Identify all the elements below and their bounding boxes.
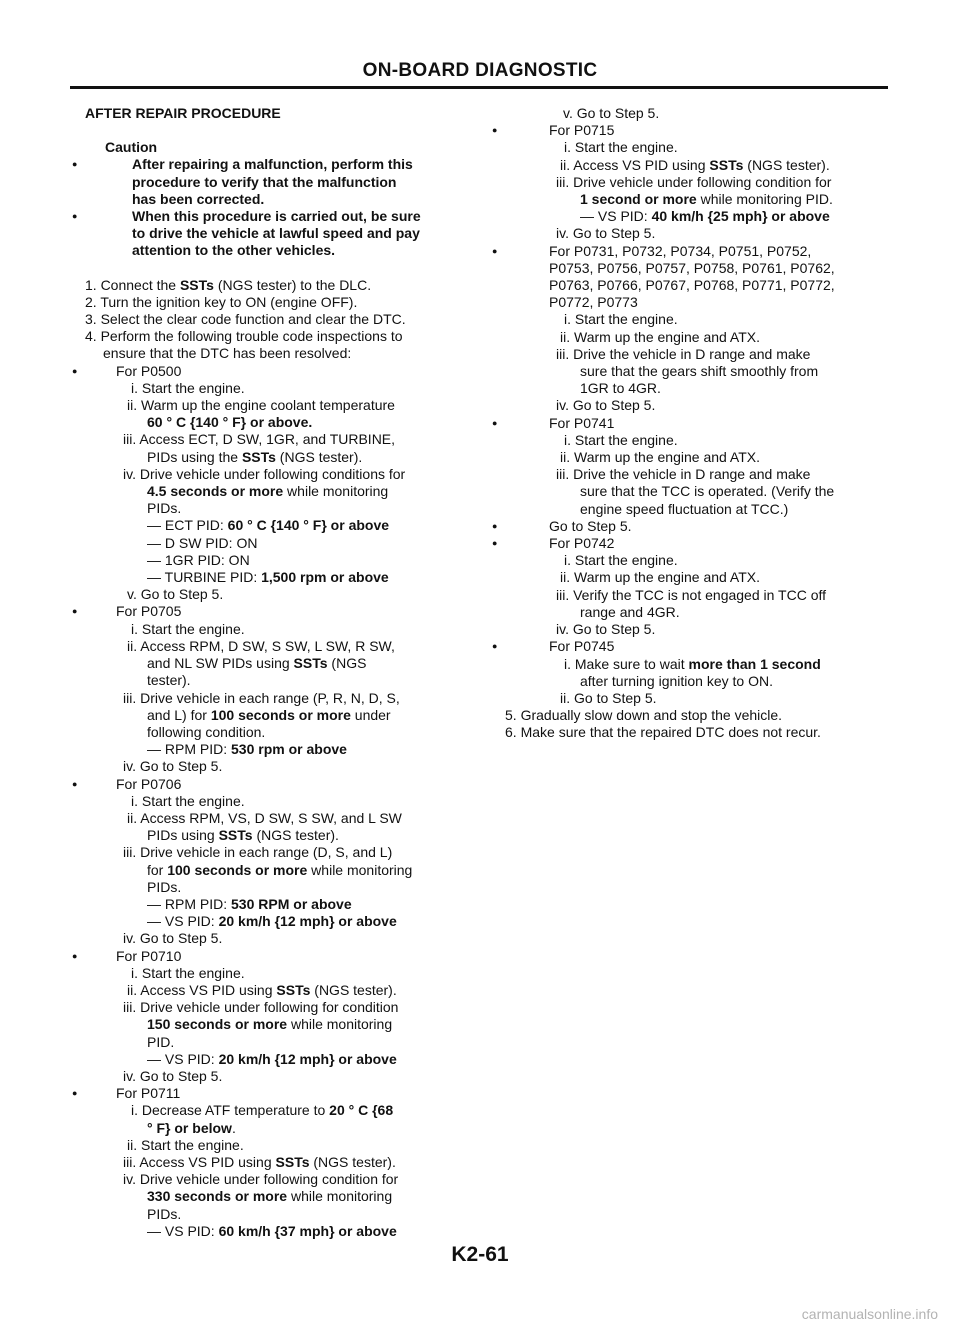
substep: iii. Access VS PID using SSTs (NGS tester). bbox=[123, 1153, 396, 1170]
dtc-p0705-heading: ● For P0705 bbox=[85, 603, 485, 620]
substep-line: 1GR to 4GR. bbox=[580, 380, 661, 397]
substep: iv. Go to Step 5. bbox=[123, 758, 223, 775]
substep: i. Start the engine. bbox=[131, 964, 245, 981]
substep: i. Decrease ATF temperature to 20 ° C {68 bbox=[131, 1102, 394, 1119]
substep-line: range and 4GR. bbox=[580, 603, 680, 620]
substep-line: ° F} or below. bbox=[147, 1119, 236, 1136]
condition: — VS PID: 60 km/h {37 mph} or above bbox=[147, 1222, 397, 1239]
substep: i. Start the engine. bbox=[564, 552, 678, 569]
watermark: carmanualsonline.info bbox=[801, 1306, 938, 1322]
dtc-p0731-heading: ● For P0731, P0732, P0734, P0751, P0752, bbox=[505, 243, 900, 260]
substep-line: 150 seconds or more while monitoring bbox=[147, 1016, 393, 1033]
dtc-p0741-heading: ● For P0741 bbox=[505, 415, 900, 432]
substep: iii. Drive the vehicle in D range and make bbox=[556, 345, 811, 362]
step-2: 2. Turn the ignition key to ON (engine OFF). bbox=[85, 293, 358, 310]
substep: iv. Drive vehicle under following conditions for bbox=[123, 465, 406, 482]
left-column bbox=[85, 105, 485, 1240]
substep-line: engine speed fluctuation at TCC.) bbox=[580, 500, 789, 517]
section-heading: AFTER REPAIR PROCEDURE bbox=[85, 105, 281, 121]
step-1: 1. Connect the SSTs (NGS tester) to the DLC. bbox=[85, 276, 372, 293]
substep: ii. Start the engine. bbox=[127, 1136, 244, 1153]
substep: ii. Warm up the engine and ATX. bbox=[560, 328, 760, 345]
dtc-p0715-heading: ● For P0715 bbox=[505, 122, 900, 139]
step-4-line: ensure that the DTC has been resolved: bbox=[103, 345, 352, 362]
substep-line: and L) for 100 seconds or more under bbox=[147, 706, 391, 723]
substep: iii. Drive vehicle under following condition for bbox=[556, 173, 832, 190]
dtc-list-line: P0763, P0766, P0767, P0768, P0771, P0772, bbox=[549, 277, 835, 294]
substep: ii. Warm up the engine and ATX. bbox=[560, 569, 760, 586]
goto-step-5: ● Go to Step 5. bbox=[505, 518, 900, 535]
caution-item-line: attention to the other vehicles. bbox=[132, 242, 336, 259]
caution-item-line: to drive the vehicle at lawful speed and pay bbox=[132, 225, 420, 242]
substep-line: PIDs. bbox=[147, 1205, 182, 1222]
substep: i. Start the engine. bbox=[131, 620, 245, 637]
caution-item-line: procedure to verify that the malfunction bbox=[132, 173, 397, 190]
substep: iii. Verify the TCC is not engaged in TCC off bbox=[556, 586, 827, 603]
condition: — 1GR PID: ON bbox=[147, 551, 250, 568]
substep: iv. Go to Step 5. bbox=[123, 1067, 223, 1084]
substep-line: PIDs. bbox=[147, 878, 182, 895]
substep-line: PIDs using SSTs (NGS tester). bbox=[147, 827, 339, 844]
substep: ii. Warm up the engine and ATX. bbox=[560, 449, 760, 466]
dtc-p0706-heading: ● For P0706 bbox=[85, 776, 485, 793]
dtc-p0710-heading: ● For P0710 bbox=[85, 948, 485, 965]
substep: v. Go to Step 5. bbox=[563, 105, 660, 121]
condition: — TURBINE PID: 1,500 rpm or above bbox=[147, 569, 389, 586]
dtc-p0742-heading: ● For P0742 bbox=[505, 535, 900, 552]
substep-line: sure that the gears shift smoothly from bbox=[580, 363, 819, 380]
substep: iv. Go to Step 5. bbox=[556, 621, 656, 638]
substep-line: PIDs using the SSTs (NGS tester). bbox=[147, 448, 363, 465]
substep-line: tester). bbox=[147, 672, 191, 689]
dtc-p0500-heading: ● For P0500 bbox=[85, 363, 485, 380]
substep: i. Start the engine. bbox=[564, 431, 678, 448]
substep-line: and NL SW PIDs using SSTs (NGS bbox=[147, 655, 367, 672]
substep: i. Start the engine. bbox=[564, 311, 678, 328]
substep: iii. Drive vehicle in each range (D, S, and L) bbox=[123, 844, 393, 861]
step-5: 5. Gradually slow down and stop the vehicle. bbox=[505, 707, 783, 724]
caution-item: ● After repairing a malfunction, perform this bbox=[85, 156, 485, 173]
step-4: 4. Perform the following trouble code inspections to bbox=[85, 328, 403, 345]
step-6: 6. Make sure that the repaired DTC does not recur. bbox=[505, 724, 821, 741]
condition: — ECT PID: 60 ° C {140 ° F} or above bbox=[147, 517, 390, 534]
substep-line: sure that the TCC is operated. (Verify the bbox=[580, 483, 835, 500]
condition: — VS PID: 40 km/h {25 mph} or above bbox=[580, 208, 830, 225]
right-column bbox=[505, 105, 900, 742]
page-title: ON-BOARD DIAGNOSTIC bbox=[362, 60, 598, 81]
substep-line: for 100 seconds or more while monitoring bbox=[147, 861, 413, 878]
substep-line: following condition. bbox=[147, 723, 266, 740]
substep: i. Make sure to wait more than 1 second bbox=[564, 655, 821, 672]
substep: iv. Go to Step 5. bbox=[556, 397, 656, 414]
dtc-list-line: P0772, P0773 bbox=[549, 294, 638, 311]
condition: — VS PID: 20 km/h {12 mph} or above bbox=[147, 913, 397, 930]
caution-label: Caution bbox=[105, 139, 158, 156]
page-number: K2-61 bbox=[451, 1243, 509, 1266]
substep: iii. Drive the vehicle in D range and make bbox=[556, 466, 811, 483]
dtc-list-line: P0753, P0756, P0757, P0758, P0761, P0762, bbox=[549, 259, 835, 276]
substep-line: 4.5 seconds or more while monitoring bbox=[147, 483, 389, 500]
substep-line: 60 ° C {140 ° F} or above. bbox=[147, 414, 313, 431]
condition: — RPM PID: 530 rpm or above bbox=[147, 741, 347, 758]
substep-line: after turning ignition key to ON. bbox=[580, 672, 773, 689]
substep: iv. Go to Step 5. bbox=[556, 225, 656, 242]
condition: — RPM PID: 530 RPM or above bbox=[147, 895, 352, 912]
substep: iii. Access ECT, D SW, 1GR, and TURBINE, bbox=[123, 431, 396, 448]
substep: ii. Access RPM, D SW, S SW, L SW, R SW, bbox=[127, 637, 395, 654]
substep-line: PIDs. bbox=[147, 500, 182, 517]
caution-item: ● When this procedure is carried out, be sure bbox=[85, 208, 485, 225]
substep: ii. Access VS PID using SSTs (NGS tester). bbox=[560, 156, 830, 173]
condition: — VS PID: 20 km/h {12 mph} or above bbox=[147, 1050, 397, 1067]
substep: v. Go to Step 5. bbox=[127, 586, 224, 603]
substep: iii. Drive vehicle under following for condition bbox=[123, 999, 399, 1016]
caution-item-line: has been corrected. bbox=[132, 190, 265, 207]
substep: ii. Go to Step 5. bbox=[560, 689, 657, 706]
dtc-p0745-heading: ● For P0745 bbox=[505, 638, 900, 655]
substep: ii. Access VS PID using SSTs (NGS tester). bbox=[127, 981, 397, 998]
substep: ii. Warm up the engine coolant temperature bbox=[127, 397, 395, 414]
dtc-p0711-heading: ● For P0711 bbox=[85, 1085, 485, 1102]
substep: iii. Drive vehicle in each range (P, R, N, D, S, bbox=[123, 689, 400, 706]
substep: iv. Drive vehicle under following condition for bbox=[123, 1171, 399, 1188]
substep: i. Start the engine. bbox=[131, 792, 245, 809]
substep: i. Start the engine. bbox=[131, 379, 245, 396]
header-rule bbox=[70, 86, 888, 89]
substep-line: 330 seconds or more while monitoring bbox=[147, 1188, 393, 1205]
substep-line: PID. bbox=[147, 1033, 175, 1050]
step-3: 3. Select the clear code function and clear the DTC. bbox=[85, 311, 406, 328]
condition: — D SW PID: ON bbox=[147, 534, 258, 551]
substep: ii. Access RPM, VS, D SW, S SW, and L SW bbox=[127, 809, 402, 826]
substep-line: 1 second or more while monitoring PID. bbox=[580, 191, 833, 208]
substep: i. Start the engine. bbox=[564, 139, 678, 156]
substep: iv. Go to Step 5. bbox=[123, 930, 223, 947]
